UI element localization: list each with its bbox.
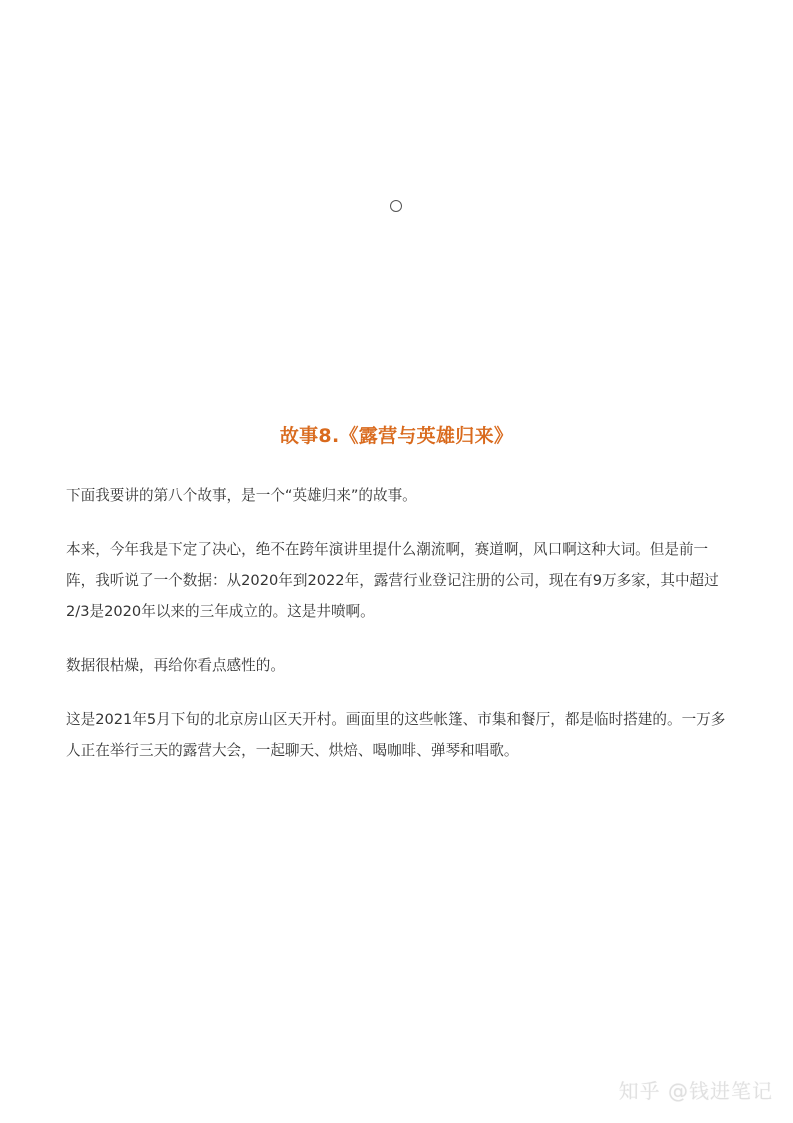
article-body — [66, 480, 736, 789]
paragraph-scene: 这是2021年5月下旬的北京房山区天开村。画面里的这些帐篷、市集和餐厅，都是临时搭建的。一万多人正在举行三天的露营大会，一起聊天、烘焙、喝咖啡、弹琴和唱歌。 — [66, 711, 726, 759]
paragraph-intro: 下面我要讲的第八个故事，是一个“英雄归来”的故事。 — [66, 487, 417, 504]
paragraph-data: 本来，今年我是下定了决心，绝不在跨年演讲里提什么潮流啊，赛道啊，风口啊这种大词。但是前一阵，我听说了一个数据：从2020年到2022年，露营行业登记注册的公司，现在有9万多家，其中超过2/3是2020年以来的三年成立的。这是井喷啊。 — [66, 541, 719, 620]
story-title: 故事8.《露营与英雄归来》 — [279, 425, 514, 447]
paragraph-transition: 数据很枯燥，再给你看点感性的。 — [66, 657, 285, 674]
watermark: 知乎 @钱进笔记 — [618, 1079, 773, 1103]
loading-indicator-icon — [390, 200, 402, 212]
